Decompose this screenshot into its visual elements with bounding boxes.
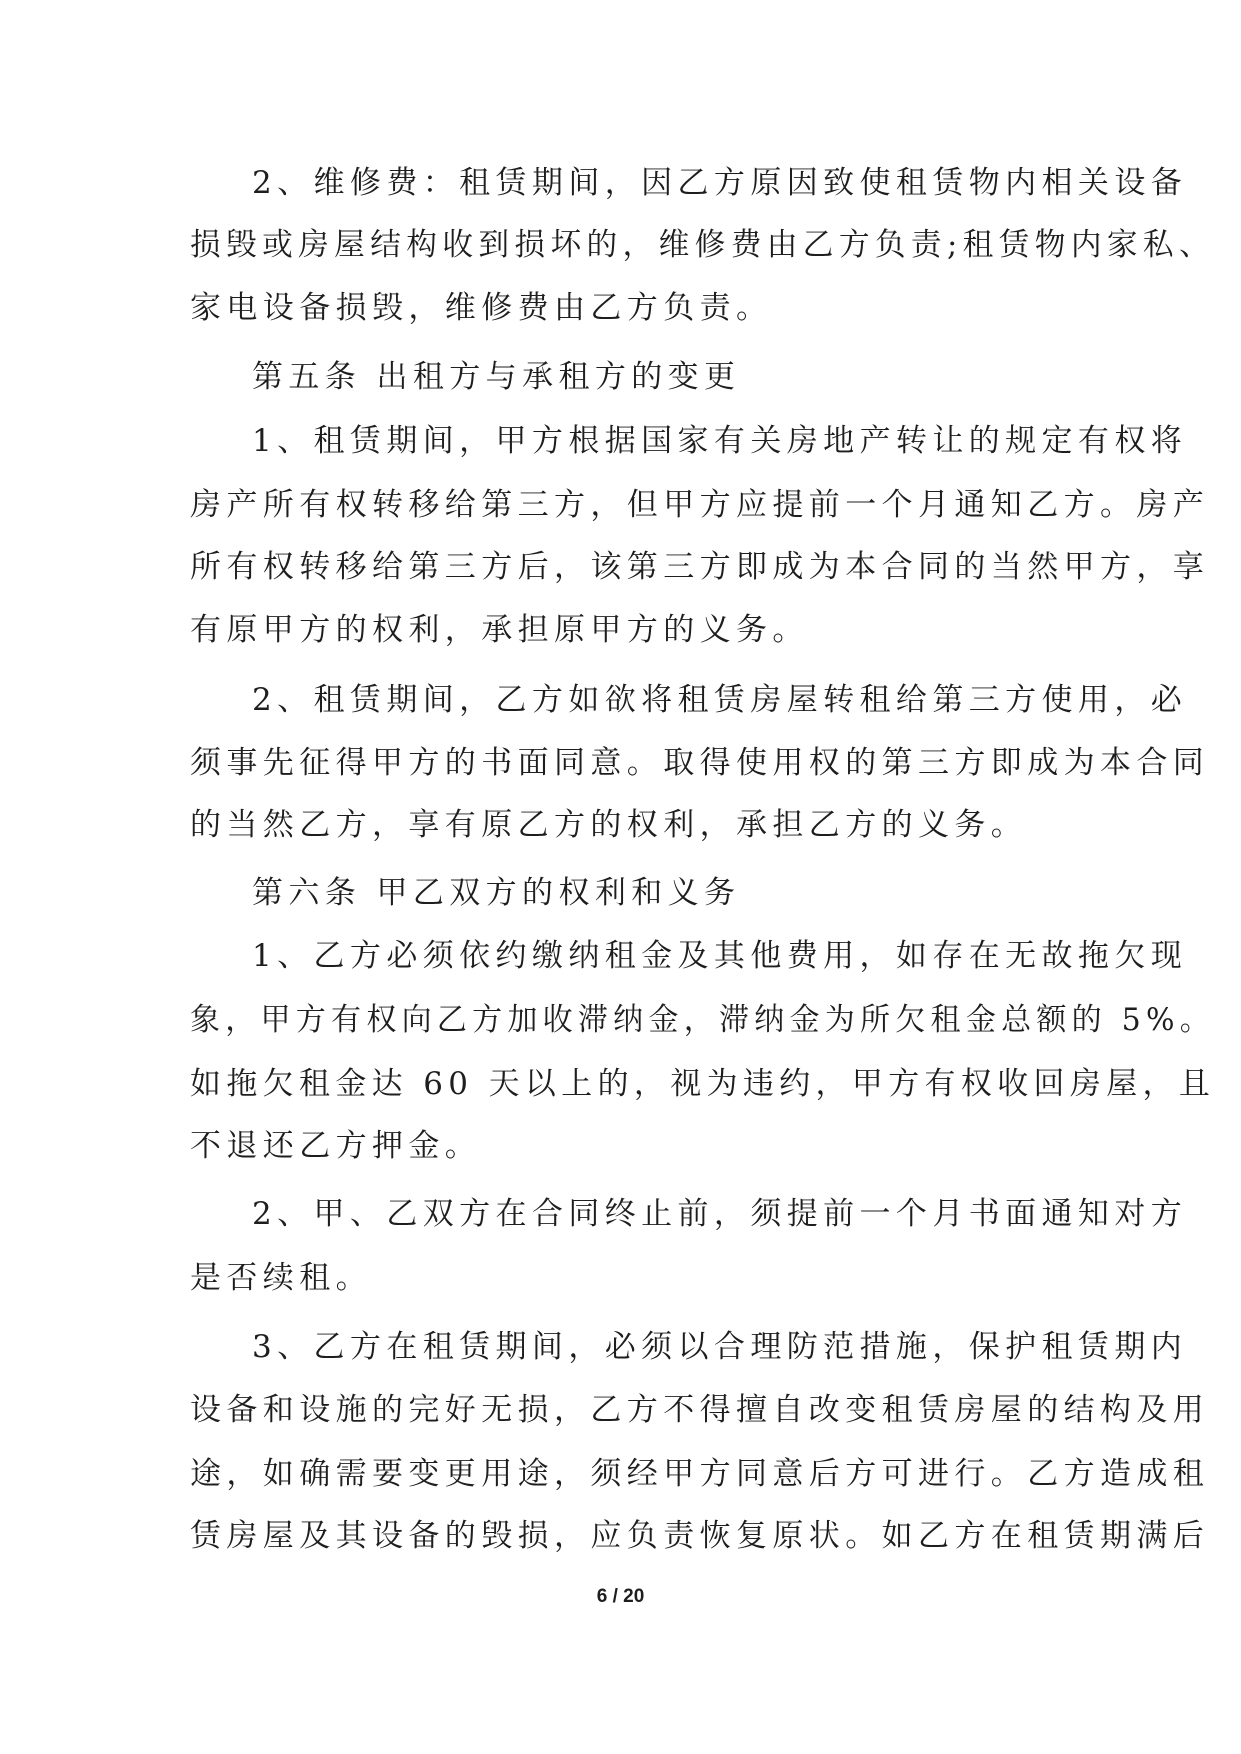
paragraph-line: 是否续租。 bbox=[190, 1260, 372, 1296]
paragraph-line: 2、甲、乙双方在合同终止前，须提前一个月书面通知对方 bbox=[252, 1196, 1188, 1232]
paragraph-line: 所有权转移给第三方后，该第三方即成为本合同的当然甲方，享 bbox=[190, 549, 1210, 585]
paragraph-line: 1、租赁期间，甲方根据国家有关房地产转让的规定有权将 bbox=[252, 423, 1188, 459]
paragraph-line: 1、乙方必须依约缴纳租金及其他费用，如存在无故拖欠现 bbox=[252, 938, 1188, 974]
paragraph-line: 须事先征得甲方的书面同意。取得使用权的第三方即成为本合同 bbox=[190, 745, 1210, 781]
paragraph-line: 房产所有权转移给第三方，但甲方应提前一个月通知乙方。房产 bbox=[190, 487, 1210, 523]
paragraph-line: 象，甲方有权向乙方加收滞纳金，滞纳金为所欠租金总额的 5%。 bbox=[190, 1002, 1216, 1038]
paragraph-line: 不退还乙方押金。 bbox=[190, 1128, 482, 1164]
paragraph-line: 3、乙方在租赁期间，必须以合理防范措施，保护租赁期内 bbox=[252, 1329, 1188, 1365]
paragraph-line: 设备和设施的完好无损，乙方不得擅自改变租赁房屋的结构及用 bbox=[190, 1392, 1210, 1428]
paragraph-line: 损毁或房屋结构收到损坏的，维修费由乙方负责;租赁物内家私、 bbox=[190, 227, 1216, 263]
paragraph-line: 的当然乙方，享有原乙方的权利，承担乙方的义务。 bbox=[190, 807, 1028, 843]
paragraph-line: 如拖欠租金达 60 天以上的，视为违约，甲方有权收回房屋，且 bbox=[190, 1066, 1216, 1102]
paragraph-line: 赁房屋及其设备的毁损，应负责恢复原状。如乙方在租赁期满后 bbox=[190, 1518, 1210, 1554]
paragraph-line: 途，如确需要变更用途，须经甲方同意后方可进行。乙方造成租 bbox=[190, 1456, 1210, 1492]
paragraph-line: 家电设备损毁，维修费由乙方负责。 bbox=[190, 290, 773, 326]
paragraph-line: 2、维修费：租赁期间，因乙方原因致使租赁物内相关设备 bbox=[252, 165, 1188, 201]
section-heading: 第五条 出租方与承租方的变更 bbox=[252, 359, 741, 395]
paragraph-line: 2、租赁期间，乙方如欲将租赁房屋转租给第三方使用，必 bbox=[252, 682, 1188, 718]
page-number: 6 / 20 bbox=[596, 1586, 645, 1607]
paragraph-line: 有原甲方的权利，承担原甲方的义务。 bbox=[190, 612, 809, 648]
section-heading: 第六条 甲乙双方的权利和义务 bbox=[252, 875, 741, 911]
